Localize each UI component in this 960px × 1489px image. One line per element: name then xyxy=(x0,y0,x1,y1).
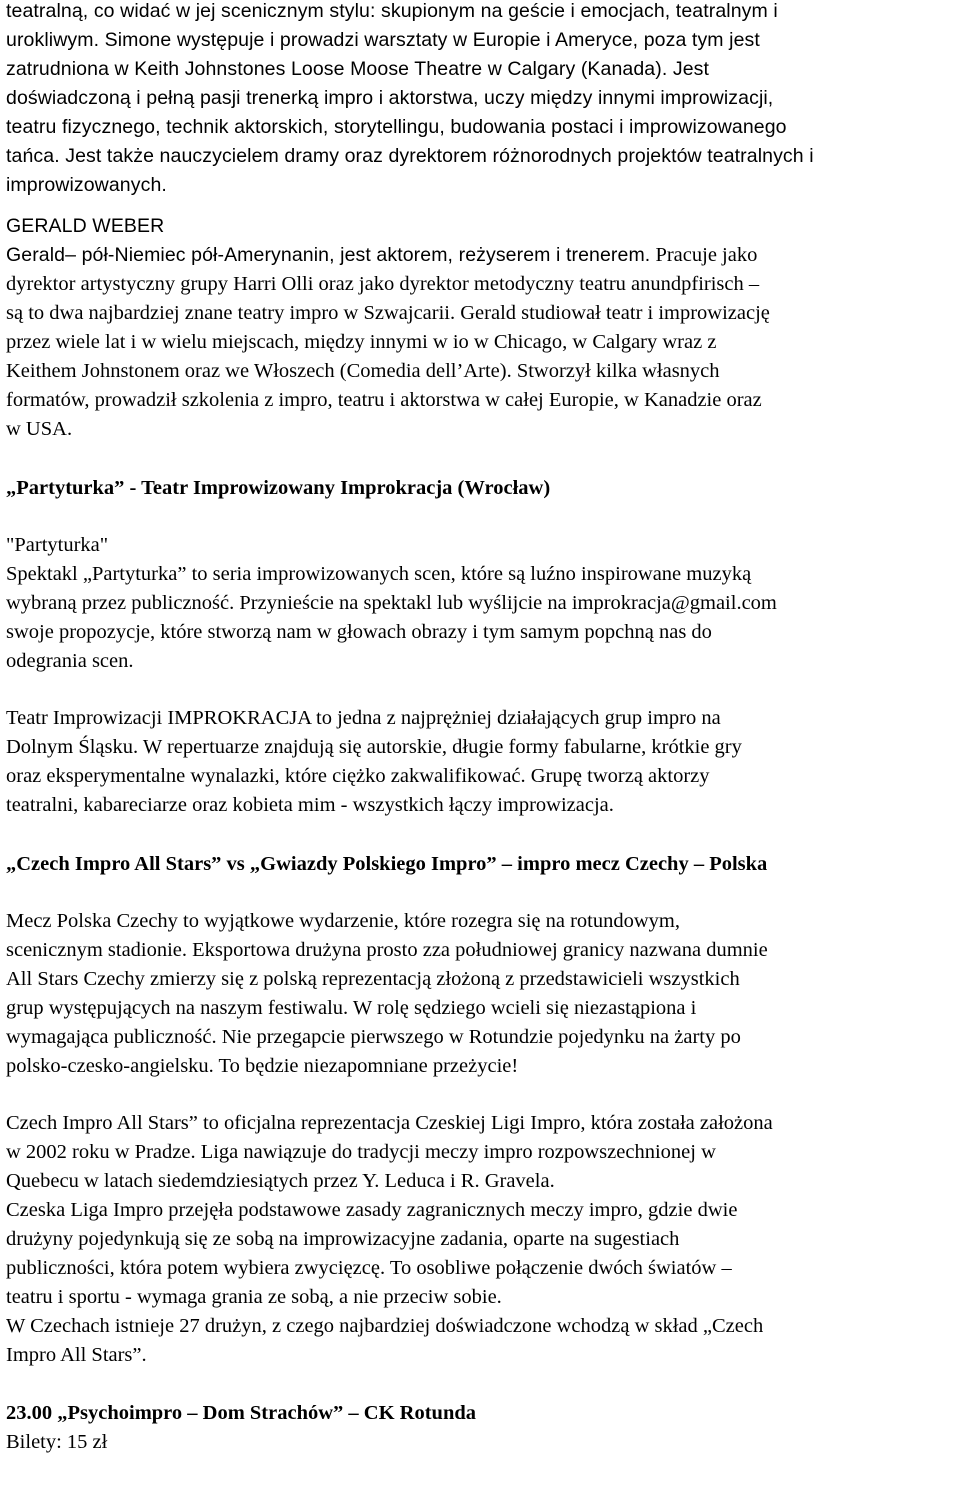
body-text: Czech Impro All Stars” to oficjalna reprezentacja Czeskiej Ligi Impro, która została założona xyxy=(6,1112,773,1134)
body-text: Gerald studiował teatr i improwizację xyxy=(455,302,770,324)
text-line xyxy=(6,560,956,589)
text-line xyxy=(6,850,956,879)
section-partyturka-heading xyxy=(6,474,956,503)
text-line xyxy=(6,299,956,328)
text-line xyxy=(6,55,956,84)
text-line xyxy=(6,1283,956,1312)
body-text: Eksportowa drużyna prosto zza południowej granicy nazwana dumnie xyxy=(187,939,768,961)
body-text: improwizowanych. xyxy=(6,174,167,196)
text-line xyxy=(6,386,956,415)
document-page xyxy=(6,0,956,1457)
body-text: tańca. xyxy=(6,145,60,167)
body-text: Pracuje jako xyxy=(650,244,758,266)
text-line xyxy=(6,1312,956,1341)
text-line xyxy=(6,791,956,820)
text-line xyxy=(6,618,956,647)
body-text: oraz eksperymentalne wynalazki, które ciężko zakwalifikować. xyxy=(6,765,526,787)
body-text: Teatr Improwizacji IMPROKRACJA to jedna z najprężniej działających grup impro na xyxy=(6,707,721,729)
text-line xyxy=(6,474,956,503)
body-text: zatrudniona w Keith Johnstones Loose Moose Theatre w Calgary (Kanada). xyxy=(6,58,668,80)
body-text: Grupę tworzą aktorzy xyxy=(525,765,710,787)
body-text: dyrektor artystyczny grupy Harri Olli oraz jako dyrektor metodyczny teatru anundpfirisch – xyxy=(6,273,760,295)
body-text: są to dwa najbardziej znane teatry impro w Szwajcarii. xyxy=(6,302,456,324)
text-line xyxy=(6,1254,956,1283)
text-line xyxy=(6,994,956,1023)
body-text: doświadczoną i pełną pasji trenerką impro i aktorstwa, uczy między innymi improwizacji, xyxy=(6,87,774,109)
text-line xyxy=(6,1052,956,1081)
body-text: Gerald– pół-Niemiec pół-Amerynanin, jest aktorem, reżyserem i trenerem. xyxy=(6,244,651,266)
body-text: W repertuarze znajdują się autorskie, długie formy fabularne, krótkie gry xyxy=(138,736,742,758)
body-text: scenicznym stadionie. xyxy=(6,939,188,961)
body-text: GERALD WEBER xyxy=(6,215,165,237)
section-partyturka xyxy=(6,531,956,676)
text-line xyxy=(6,142,956,171)
section-mecz-heading xyxy=(6,850,956,879)
body-text: w USA. xyxy=(6,418,73,440)
text-line xyxy=(6,907,956,936)
body-text: swoje propozycje, które stworzą nam w głowach obrazy i tym samym popchną nas do xyxy=(6,621,712,643)
body-text: grup występujących na naszym festiwalu. xyxy=(6,997,349,1019)
body-text: Spektakl „Partyturka” to seria improwizowanych scen, które są luźno inspirowane muzyką xyxy=(6,563,752,585)
body-text: Bilety: 15 zł xyxy=(6,1431,108,1453)
body-text: w 2002 roku w Pradze. xyxy=(6,1141,196,1163)
text-line xyxy=(6,1138,956,1167)
text-line xyxy=(6,1167,956,1196)
body-text: wybraną przez publiczność. xyxy=(6,592,235,614)
body-text: All Stars Czechy zmierzy się z polską reprezentacją złożoną z przedstawicieli wszystkich xyxy=(6,968,740,990)
body-text: Stworzył kilka własnych xyxy=(511,360,720,382)
heading-text: „Czech Impro All Stars” vs „Gwiazdy Polskiego Impro” – impro mecz Czechy – Polska xyxy=(6,853,768,875)
body-text: To osobliwe połączenie dwóch światów – xyxy=(385,1257,732,1279)
body-text: Przynieście na spektakl lub wyślijcie na improkracja@gmail.com xyxy=(234,592,777,614)
text-line xyxy=(6,1109,956,1138)
body-text: Nie przegapcie pierwszego w Rotundzie pojedynku na żarty po xyxy=(216,1026,741,1048)
body-text: Jest xyxy=(667,58,710,80)
text-line xyxy=(6,328,956,357)
text-line xyxy=(6,1225,956,1254)
text-line xyxy=(6,1023,956,1052)
body-text: drużyny pojedynkują się ze sobą na improwizacyjne zadania, oparte na sugestiach xyxy=(6,1228,680,1250)
section-mecz xyxy=(6,907,956,1081)
section-simone xyxy=(6,0,956,200)
text-line xyxy=(6,704,956,733)
text-line xyxy=(6,936,956,965)
body-text: teatru i sportu - wymaga grania ze sobą, a nie przeciw sobie. xyxy=(6,1286,502,1308)
body-text: publiczności, która potem wybiera zwycięzcę. xyxy=(6,1257,386,1279)
body-text: W Czechach istnieje 27 drużyn, z czego najbardziej doświadczone wchodzą w skład „Czech xyxy=(6,1315,764,1337)
body-text: Mecz Polska Czechy to wyjątkowe wydarzenie, które rozegra się na rotundowym, xyxy=(6,910,680,932)
text-line xyxy=(6,589,956,618)
section-psychoimpro xyxy=(6,1399,956,1457)
text-line xyxy=(6,241,956,270)
text-line xyxy=(6,965,956,994)
text-line xyxy=(6,84,956,113)
body-text: wymagająca publiczność. xyxy=(6,1026,217,1048)
text-line xyxy=(6,0,956,26)
body-text: W rolę sędziego wcieli się niezastąpiona i xyxy=(348,997,697,1019)
body-text: polsko-czesko-angielsku. xyxy=(6,1055,214,1077)
body-text: teatralni, kabareciarze oraz kobieta mim - wszystkich łączy improwizacja. xyxy=(6,794,614,816)
text-line xyxy=(6,212,956,241)
text-line xyxy=(6,171,956,200)
body-text: To będzie niezapomniane przeżycie! xyxy=(213,1055,519,1077)
section-gerald xyxy=(6,212,956,444)
body-text: formatów, prowadził szkolenia z impro, teatru i aktorstwa w całej Europie, w Kanadzie oraz xyxy=(6,389,762,411)
body-text: odegrania scen. xyxy=(6,650,134,672)
body-text: teatru fizycznego, technik aktorskich, storytellingu, budowania postaci i improwizowanego xyxy=(6,116,787,138)
text-line xyxy=(6,415,956,444)
body-text: "Partyturka" xyxy=(6,534,109,556)
text-line xyxy=(6,357,956,386)
body-text: Liga nawiązuje do tradycji meczy impro rozpowszechnionej w xyxy=(195,1141,716,1163)
body-text: Dolnym Śląsku. xyxy=(6,736,139,758)
text-line xyxy=(6,762,956,791)
body-text: Jest także nauczycielem dramy oraz dyrektorem różnorodnych projektów teatralnych i xyxy=(59,145,814,167)
body-text: teatralną, co widać w jej scenicznym stylu: skupionym na geście i emocjach, teatralnym i xyxy=(6,0,778,22)
text-line xyxy=(6,733,956,762)
text-line xyxy=(6,113,956,142)
body-text: Czeska Liga Impro przejęła podstawowe zasady zagranicznych meczy impro, gdzie dwie xyxy=(6,1199,738,1221)
body-text: Quebecu w latach siedemdziesiątych przez Y. Leduca i R. Gravela. xyxy=(6,1170,555,1192)
text-line xyxy=(6,1428,956,1457)
text-line xyxy=(6,1341,956,1370)
text-line xyxy=(6,270,956,299)
body-text: Impro All Stars”. xyxy=(6,1344,147,1366)
text-line xyxy=(6,647,956,676)
body-text: urokliwym. Simone występuje i prowadzi warsztaty w Europie i Ameryce, poza tym jest xyxy=(6,29,760,51)
heading-text: 23.00 „Psychoimpro – Dom Strachów” – CK Rotunda xyxy=(6,1402,476,1424)
heading-text: „Partyturka” - Teatr Improwizowany Improkracja (Wrocław) xyxy=(6,477,551,499)
section-improkracja xyxy=(6,704,956,820)
text-line xyxy=(6,26,956,55)
text-line xyxy=(6,531,956,560)
section-czech xyxy=(6,1109,956,1370)
text-line xyxy=(6,1196,956,1225)
body-text: przez wiele lat i w wielu miejscach, między innymi w io w Chicago, w Calgary wraz z xyxy=(6,331,717,353)
body-text: Keithem Johnstonem oraz we Włoszech (Comedia dell’Arte). xyxy=(6,360,512,382)
text-line xyxy=(6,1399,956,1428)
